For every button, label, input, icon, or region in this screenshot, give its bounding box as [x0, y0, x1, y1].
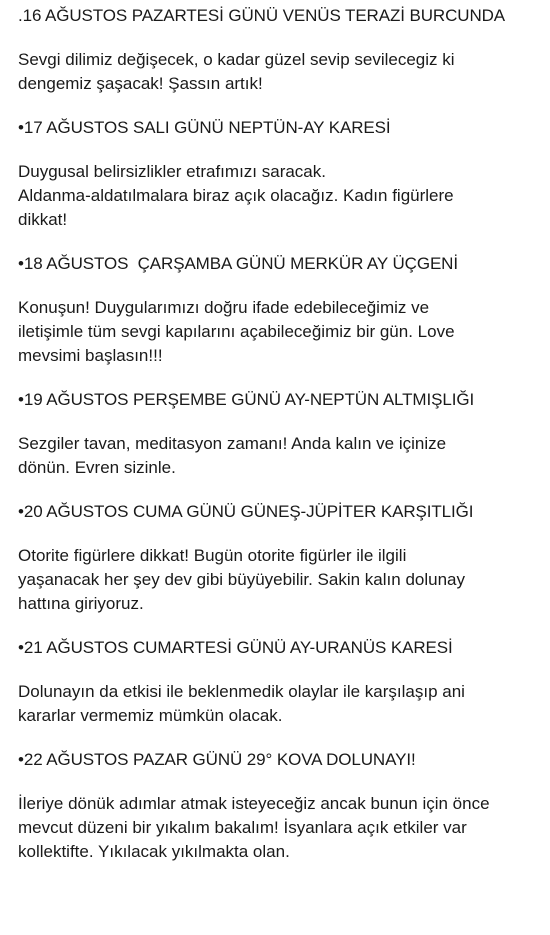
- body-line: hattına giriyoruz.: [18, 594, 144, 613]
- body-line: Aldanma-aldatılmalara biraz açık olacağız. Kadın figürlere: [18, 186, 454, 205]
- body-line: Sevgi dilimiz değişecek, o kadar güzel sevip sevilecegiz ki: [18, 50, 455, 69]
- entry-body: [18, 296, 536, 368]
- body-line: iletişimle tüm sevgi kapılarını açabileceğimiz bir gün. Love: [18, 322, 455, 341]
- entry-body: [18, 432, 536, 480]
- entry-16-august: [18, 4, 536, 96]
- entry-body: [18, 680, 536, 728]
- body-line: Konuşun! Duygularımızı doğru ifade edebileceğimiz ve: [18, 298, 430, 317]
- body-line: Otorite figürlere dikkat! Bugün otorite figürler ile ilgili: [18, 546, 407, 565]
- entry-17-august: [18, 116, 536, 232]
- body-line: dengemiz şaşacak! Şassın artık!: [18, 74, 263, 93]
- entry-body: [18, 48, 536, 96]
- body-line: mevsimi başlasın!!!: [18, 346, 163, 365]
- entry-21-august: [18, 636, 536, 728]
- body-line: Duygusal belirsizlikler etrafımızı saracak.: [18, 162, 326, 181]
- entry-heading: •21 AĞUSTOS CUMARTESİ GÜNÜ AY-URANÜS KARESİ: [18, 638, 453, 657]
- body-line: İleriye dönük adımlar atmak isteyeceğiz ancak bunun için önce: [18, 794, 490, 813]
- entry-18-august: [18, 252, 536, 368]
- body-line: dönün. Evren sizinle.: [18, 458, 176, 477]
- entry-body: [18, 544, 536, 616]
- entry-heading: •20 AĞUSTOS CUMA GÜNÜ GÜNEŞ-JÜPİTER KARŞITLIĞI: [18, 502, 474, 521]
- entry-heading: •19 AĞUSTOS PERŞEMBE GÜNÜ AY-NEPTÜN ALTMIŞLIĞI: [18, 390, 475, 409]
- entry-heading: •18 AĞUSTOS ÇARŞAMBA GÜNÜ MERKÜR AY ÜÇGENİ: [18, 254, 458, 273]
- entry-body: [18, 160, 536, 232]
- entry-22-august: [18, 748, 536, 864]
- body-line: kararlar vermemiz mümkün olacak.: [18, 706, 283, 725]
- entry-heading: •17 AĞUSTOS SALI GÜNÜ NEPTÜN-AY KARESİ: [18, 118, 391, 137]
- body-line: mevcut düzeni bir yıkalım bakalım! İsyanlara açık etkiler var: [18, 818, 467, 837]
- body-line: dikkat!: [18, 210, 68, 229]
- entry-body: [18, 792, 536, 864]
- body-line: kollektifte. Yıkılacak yıkılmakta olan.: [18, 842, 290, 861]
- entry-heading: .16 AĞUSTOS PAZARTESİ GÜNÜ VENÜS TERAZİ BURCUNDA: [18, 6, 506, 25]
- entry-heading: •22 AĞUSTOS PAZAR GÜNÜ 29° KOVA DOLUNAYI!: [18, 750, 416, 769]
- body-line: yaşanacak her şey dev gibi büyüyebilir. Sakin kalın dolunay: [18, 570, 465, 589]
- body-line: Sezgiler tavan, meditasyon zamanı! Anda kalın ve içinize: [18, 434, 447, 453]
- entry-19-august: [18, 388, 536, 480]
- body-line: Dolunayın da etkisi ile beklenmedik olaylar ile karşılaşıp ani: [18, 682, 465, 701]
- entry-20-august: [18, 500, 536, 616]
